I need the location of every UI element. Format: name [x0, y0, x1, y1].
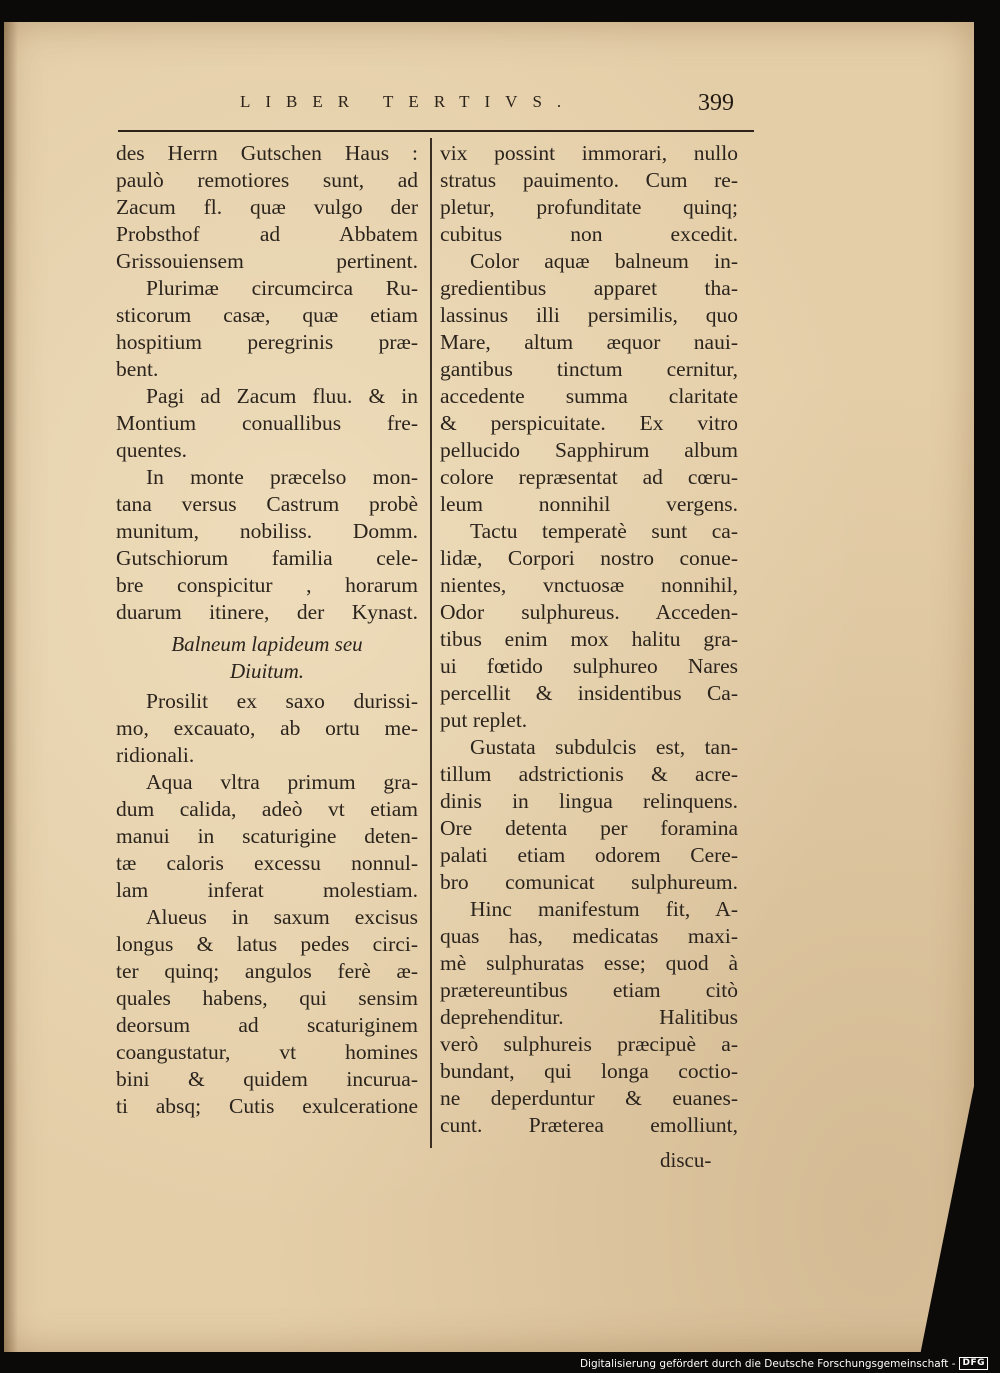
header-rule: [118, 130, 754, 132]
text-line: tana versus Castrum probè: [116, 492, 418, 516]
text-line: gredientibus apparet tha-: [440, 276, 738, 300]
text-line: put replet.: [440, 708, 528, 732]
text-line: paulò remotiores sunt, ad: [116, 168, 418, 192]
text-line: ne deperduntur & euanes-: [440, 1086, 738, 1110]
text-line: dinis in lingua relinquens.: [440, 789, 738, 813]
text-line: des Herrn Gutschen Haus :: [116, 141, 418, 165]
text-line: gantibus tinctum cernitur,: [440, 357, 738, 381]
text-line: lam inferat molestiam.: [116, 878, 418, 902]
text-line: Grissouiensem pertinent.: [116, 249, 418, 273]
text-line: leum nonnihil vergens.: [440, 492, 738, 516]
text-line: tillum adstrictionis & acre-: [440, 762, 738, 786]
footer-credit: Digitalisierung gefördert durch die Deutsche Forschungsgemeinschaft -: [579, 1357, 956, 1370]
text-line: ui fœtido sulphureo Nares: [440, 654, 738, 678]
text-line: coangustatur, vt homines: [116, 1040, 418, 1064]
text-line: Tactu temperatè sunt ca-: [470, 519, 738, 543]
text-line: Color aquæ balneum in-: [470, 249, 738, 273]
text-line: percellit & insidentibus Ca-: [440, 681, 738, 705]
text-line: ter quinq; angulos ferè æ-: [116, 959, 418, 983]
running-title: LIBER TERTIVS.: [240, 92, 577, 111]
text-line: Gustata subdulcis est, tan-: [470, 735, 738, 759]
text-line: Ore detenta per foramina: [440, 816, 738, 840]
text-line: cunt. Præterea emolliunt,: [440, 1113, 738, 1137]
text-line: longus & latus pedes circi-: [116, 932, 418, 956]
text-line: duarum itinere, der Kynast.: [116, 600, 418, 624]
left-column: [116, 140, 418, 1120]
right-column-lines: [440, 140, 738, 1139]
text-line: Zacum fl. quæ vulgo der: [116, 195, 418, 219]
text-line: stratus pauimento. Cum re-: [440, 168, 738, 192]
text-line: munitum, nobiliss. Domm.: [116, 519, 418, 543]
text-line: Hinc manifestum fit, A-: [470, 897, 738, 921]
digitization-footer: [580, 1357, 988, 1370]
text-line: Prosilit ex saxo durissi-: [146, 689, 418, 713]
text-line: quales habens, qui sensim: [116, 986, 418, 1010]
text-line: quentes.: [116, 438, 188, 462]
section-heading-line: Diuitum.: [229, 659, 305, 683]
text-line: palati etiam odorem Cere-: [440, 843, 738, 867]
text-line: colore repræsentat ad cœru-: [440, 465, 738, 489]
text-line: manui in scaturigine deten-: [116, 824, 418, 848]
text-line: lassinus illi persimilis, quo: [440, 303, 738, 327]
text-line: sticorum casæ, quæ etiam: [116, 303, 418, 327]
column-divider: [430, 138, 432, 1148]
text-line: tibus enim mox halitu gra-: [440, 627, 738, 651]
text-line: ti absq; Cutis exulceratione: [116, 1094, 418, 1118]
text-line: bre conspicitur , horarum: [116, 573, 418, 597]
text-line: accedente summa claritate: [440, 384, 738, 408]
text-line: quas has, medicatas maxi-: [440, 924, 738, 948]
left-column-lines: [116, 140, 418, 626]
text-line: cubitus non excedit.: [440, 222, 738, 246]
text-line: hospitium peregrinis præ-: [116, 330, 418, 354]
text-line: Alueus in saxum excisus: [146, 905, 418, 929]
text-line: Montium conuallibus fre-: [116, 411, 418, 435]
text-line: In monte præcelso mon-: [146, 465, 418, 489]
text-line: prætereuntibus etiam citò: [440, 978, 738, 1002]
text-line: mè sulphuratas esse; quod à: [440, 951, 738, 975]
text-line: lidæ, Corpori nostro conue-: [440, 546, 738, 570]
text-line: bini & quidem incurua-: [116, 1067, 418, 1091]
dfg-logo: DFG: [959, 1357, 988, 1370]
text-line: bent.: [116, 357, 159, 381]
text-line: nientes, vnctuosæ nonnihil,: [440, 573, 738, 597]
text-line: pellucido Sapphirum album: [440, 438, 738, 462]
section-heading: [116, 630, 418, 684]
text-line: Mare, altum æquor naui-: [440, 330, 738, 354]
text-line: ridionali.: [116, 743, 195, 767]
page-number: 399: [698, 90, 734, 116]
text-line: Plurimæ circumcirca Ru-: [146, 276, 418, 300]
text-line: dum calida, adeò vt etiam: [116, 797, 418, 821]
text-line: & perspicuitate. Ex vitro: [440, 411, 738, 435]
text-line: bro comunicat sulphureum.: [440, 870, 738, 894]
text-line: pletur, profunditate quinq;: [440, 195, 738, 219]
section-heading-line: Balneum lapideum seu: [171, 632, 363, 656]
text-line: bundant, qui longa coctio-: [440, 1059, 738, 1083]
left-column-lines-after: [116, 688, 418, 1120]
text-line: verò sulphureis præcipuè a-: [440, 1032, 738, 1056]
text-line: Gutschiorum familia cele-: [116, 546, 418, 570]
text-line: vix possint immorari, nullo: [440, 141, 738, 165]
page-spine-shadow: [4, 22, 18, 1352]
text-line: Pagi ad Zacum fluu. & in: [146, 384, 418, 408]
text-line: mo, excauato, ab ortu me-: [116, 716, 418, 740]
text-line: Probsthof ad Abbatem: [116, 222, 418, 246]
text-line: tæ caloris excessu nonnul-: [116, 851, 418, 875]
text-line: deorsum ad scaturiginem: [116, 1013, 418, 1037]
text-line: Odor sulphureus. Acceden-: [440, 600, 738, 624]
catchword: discu-: [660, 1148, 712, 1172]
right-column: [440, 140, 738, 1139]
text-line: deprehenditur. Halitibus: [440, 1005, 738, 1029]
text-line: Aqua vltra primum gra-: [146, 770, 418, 794]
